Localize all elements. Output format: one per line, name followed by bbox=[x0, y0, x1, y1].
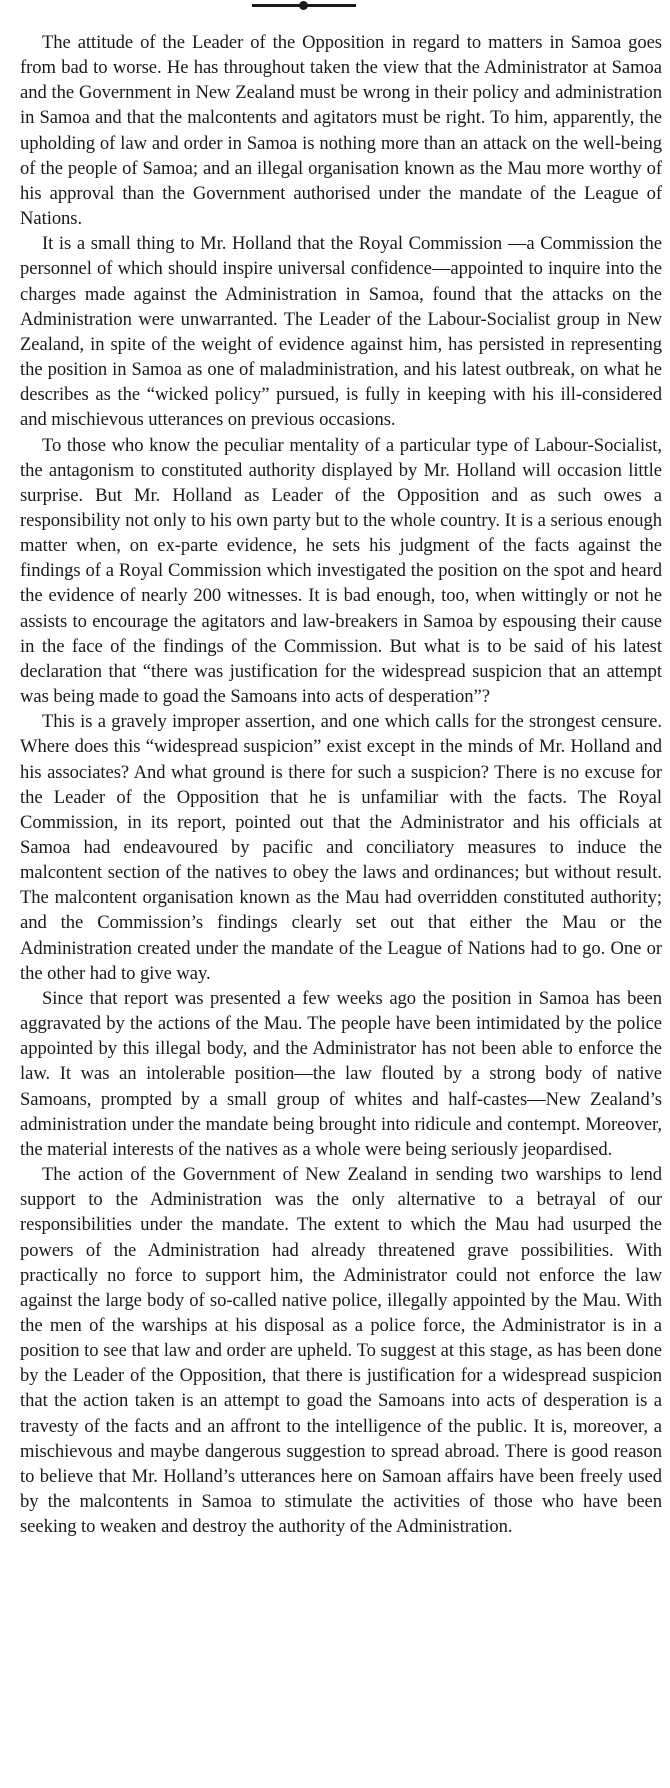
article-paragraph-5: Since that report was presented a few weeks ago the position in Samoa has been aggravated by the actions of the Mau. The people have been intimidated by the police appointed by this illegal body, and the Administrator has not been able to enforce the law. It was an intolerable position—the law flouted by a strong body of native Samoans, prompted by a small group of whites and half-castes—New Zealand’s administration under the mandate being brought into ridicule and contempt. Moreover, the material interests of the natives as a whole were being seriously jeopardised. bbox=[20, 987, 662, 1160]
article-paragraph-3: To those who know the peculiar mentality of a particular type of Labour-Socialist, the antagonism to constituted authority displayed by Mr. Holland will occasion little surprise. But Mr. Holland as Leader of the Opposition and as such owes a responsibility not only to his own party but to the whole country. It is a serious enough matter when, on ex-parte evidence, he sets his judgment of the facts against the findings of a Royal Commission which investigated the position on the spot and heard the evidence of nearly 200 witnesses. It is bad enough, too, when wittingly or not he assists to encourage the agitators and law-breakers in Samoa by espousing their cause in the face of the findings of the Commission. But what is to be said of his latest declaration that “there was justification for the widespread suspicion that an attempt was being made to goad the Samoans into acts of desperation”? bbox=[20, 434, 662, 708]
article-paragraph-4: This is a gravely improper assertion, and one which calls for the strongest censure. Where does this “widespread suspicion” exist except in the minds of Mr. Holland and his associates? And what ground is there for such a suspicion? There is no excuse for the Leader of the Opposition that he is unfamiliar with the facts. The Royal Commission, in its report, pointed out that the Administrator and his officials at Samoa had endeavoured by pacific and conciliatory measures to induce the malcontent section of the natives to obey the laws and ordinances; but without result. The malcontent organisation known as the Mau had overridden constituted authority; and the Commission’s findings clearly set out that either the Mau or the Administration created under the mandate of the League of Nations had to go. One or the other had to give way. bbox=[20, 711, 662, 984]
article-paragraph-1: The attitude of the Leader of the Opposition in regard to matters in Samoa goes from bad to worse. He has throughout taken the view that the Administrator at Samoa and the Government in New Zealand must be wrong in their policy and administration in Samoa and that the malcontents and agitators must be right. To him, apparently, the upholding of law and order in Samoa is nothing more than an attack on the well-being of the people of Samoa; and an illegal organisation known as the Mau more worthy of his approval than the Government authorised under the mandate of the League of Nations. bbox=[20, 32, 662, 230]
article-paragraph-2: It is a small thing to Mr. Holland that the Royal Commission —a Commission the personnel of which should inspire universal confidence—appointed to inquire into the charges made against the Administration in Samoa, found that the attacks on the Administration were unwarranted. The Leader of the Labour-Socialist group in New Zealand, in spite of the weight of evidence against him, has persisted in representing the position in Samoa as one of maladministration, and his latest outbreak, on what he describes as the “wicked policy” pursued, is fully in keeping with his ill-considered and mischievous utterances on previous occasions. bbox=[20, 233, 662, 431]
article-paragraph-6: The action of the Government of New Zealand in sending two warships to lend support to the Administration was the only alternative to a betrayal of our responsibilities under the mandate. The extent to which the Mau had usurped the powers of the Administration had already threatened grave possibilities. With practically no force to support him, the Administrator could not enforce the law against the large body of so-called native police, illegally appointed by the Mau. With the men of the warships at his disposal as a police force, the Administrator is in a position to see that law and order are upheld. To suggest at this stage, as has been done by the Leader of the Opposition, that there is justification for a widespread suspicion that the action taken is an attempt to goad the Samoans into acts of desperation is a travesty of the facts and an affront to the intelligence of the public. It is, moreover, a mischievous and maybe dangerous suggestion to spread abroad. There is good reason to believe that Mr. Holland’s utterances here on Samoan affairs have been freely used by the malcontents in Samoa to stimulate the activities of those who have been seeking to weaken and destroy the authority of the Administration. bbox=[20, 1164, 662, 1538]
